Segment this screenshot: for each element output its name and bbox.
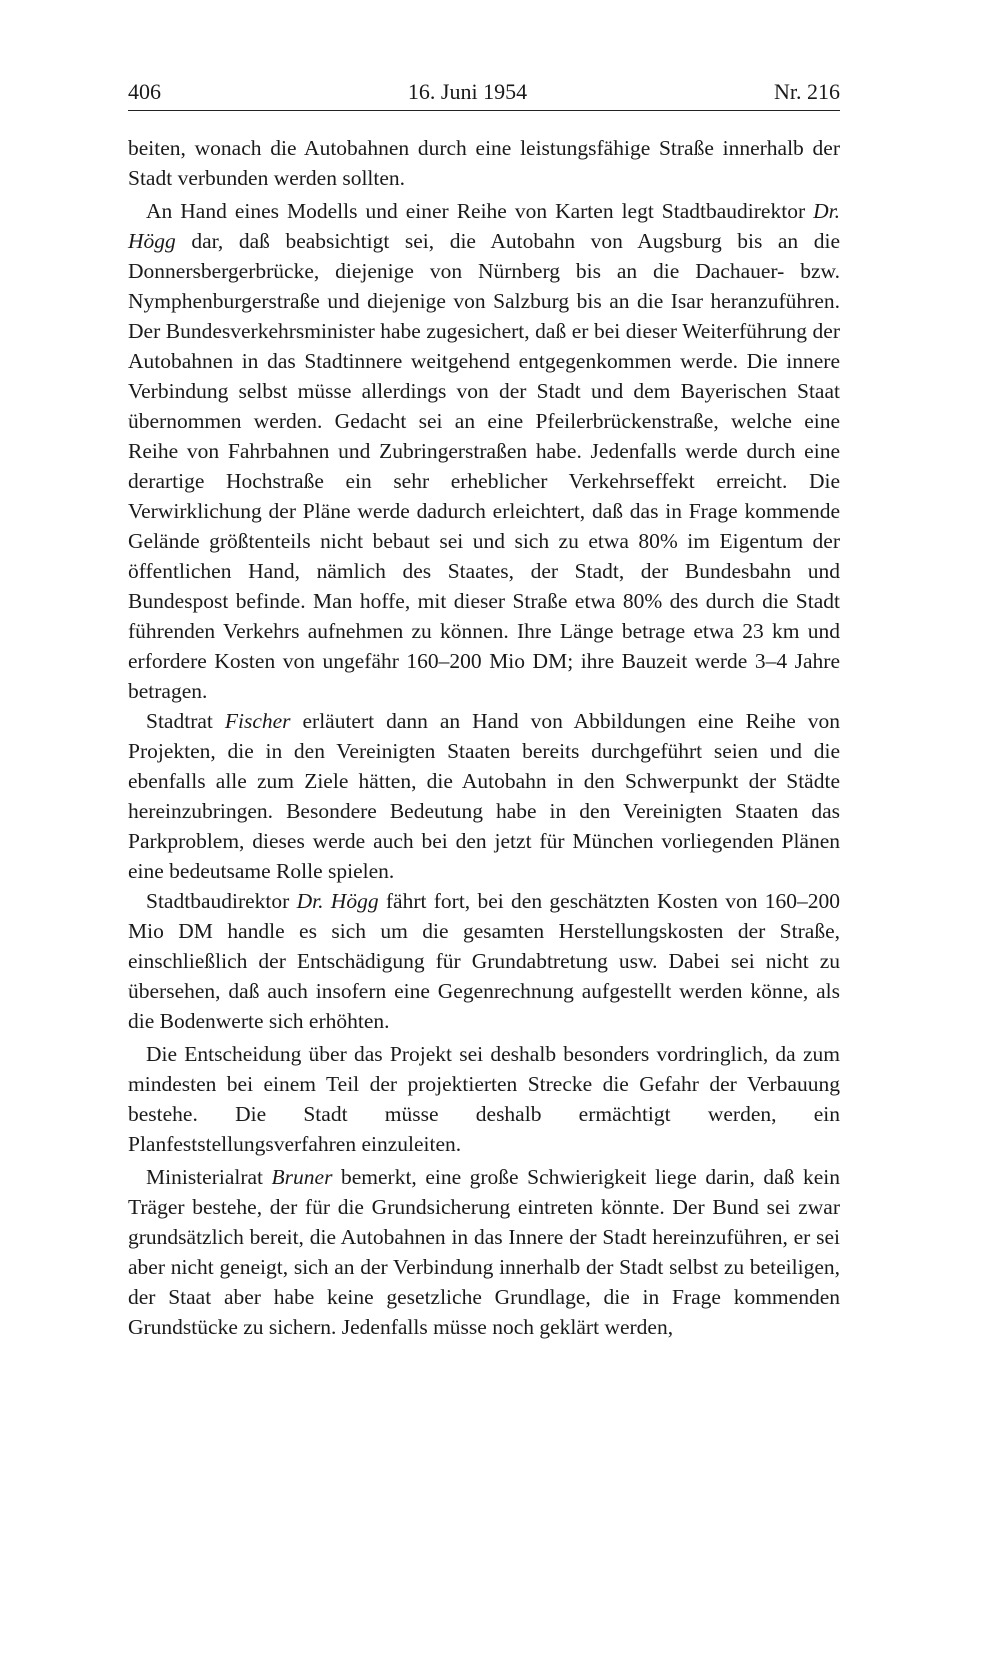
header-date: 16. Juni 1954 xyxy=(407,79,528,104)
text-segment: Stadtrat xyxy=(146,709,225,733)
text-segment: An Hand eines Modells und einer Reihe von Karten legt Stadtbaudirektor xyxy=(146,199,814,223)
text-segment: Ministerialrat xyxy=(146,1165,272,1189)
text-segment: dar, daß beabsichtigt sei, die Autobahn von Augsburg bis an die Donnersbergerbrücke, diejenige von Nürnberg bis an die Dachauer- bzw. Nymphenburgerstraße und diejenige von Salzburg bis an die Isar heranzuführen. Der Bundesverkehrsminister habe zugesichert, daß er bei dieser Weiterführung der Autobahnen in das Stadtinnere weitgehend entgegenkommen werde. Die innere Verbindung selbst müsse allerdings von der Stadt und dem Bayerischen Staat übernommen werden. Gedacht sei an eine Pfeilerbrückenstraße, welche eine Reihe von Fahrbahnen und Zubringerstraßen habe. Jedenfalls werde durch eine derartige Hochstraße ein sehr erheblicher Verkehrseffekt erreicht. Die Verwirklichung der Pläne werde dadurch erleichtert, daß das in Frage kommende Gelände größtenteils nicht bebaut sei und sich zu etwa 80% im Eigentum der öffentlichen Hand, nämlich des Staates, der Stadt, der Bundesbahn und Bundespost befinde. Man hoffe, mit dieser Straße etwa 80% des durch die Stadt führenden Verkehrs aufnehmen zu können. Ihre Länge betrage etwa 23 km und erfordere Kosten von ungefähr 160–200 Mio DM; ihre Bauzeit werde 3–4 Jahre betragen. xyxy=(128,229,840,703)
speaker-name: Dr. Högg xyxy=(128,199,840,253)
running-header xyxy=(128,78,840,111)
text-segment: Die Entscheidung über das Projekt sei deshalb besonders vordringlich, da zum mindesten bei einem Teil der projektierten Strecke die Gefahr der Verbauung bestehe. Die Stadt müsse deshalb ermächtigt werden, ein Planfeststellungsverfahren einzuleiten. xyxy=(128,1042,840,1156)
document-page xyxy=(128,78,840,1342)
paragraph-3 xyxy=(128,706,840,886)
text-segment: beiten, wonach die Autobahnen durch eine leistungsfähige Straße innerhalb der Stadt verbunden werden sollten. xyxy=(128,136,840,190)
speaker-name: Fischer xyxy=(224,709,291,733)
page-number: 406 xyxy=(128,79,161,104)
paragraph-2 xyxy=(128,196,840,706)
issue-number: Nr. 216 xyxy=(774,79,840,104)
text-segment: erläutert dann an Hand von Abbildungen eine Reihe von Projekten, die in den Vereinigten Staaten bereits durchgeführt seien und die ebenfalls alle zum Ziele hätten, die Autobahn in den Schwerpunkt der Städte hereinzubringen. Besondere Bedeutung habe in den Vereinigten Staaten das Parkproblem, dieses werde auch bei den jetzt für München vorliegenden Plänen eine bedeutsame Rolle spielen. xyxy=(128,709,841,883)
paragraph-1 xyxy=(128,133,840,193)
speaker-name: Dr. Högg xyxy=(296,889,379,913)
paragraph-4 xyxy=(128,886,840,1036)
speaker-name: Bruner xyxy=(271,1165,333,1189)
text-segment: fährt fort, bei den geschätzten Kosten von 160–200 Mio DM handle es sich um die gesamten Herstellungskosten der Straße, einschließlich der Entschädigung für Grundabtretung usw. Dabei sei nicht zu übersehen, daß auch insofern eine Gegenrechnung aufgestellt werden könne, als die Bodenwerte sich erhöhten. xyxy=(128,889,840,1033)
paragraph-6 xyxy=(128,1162,840,1342)
text-segment: Stadtbaudirektor xyxy=(146,889,297,913)
paragraph-5 xyxy=(128,1039,840,1159)
body-text xyxy=(128,133,840,1342)
text-segment: bemerkt, eine große Schwierigkeit liege darin, daß kein Träger bestehe, der für die Grundsicherung eintreten könnte. Der Bund sei zwar grundsätzlich bereit, die Autobahnen in das Innere der Stadt hereinzuführen, er sei aber nicht geneigt, sich an der Verbindung innerhalb der Stadt selbst zu beteiligen, der Staat aber habe keine gesetzliche Grundlage, die in Frage kommenden Grundstücke zu sichern. Jedenfalls müsse noch geklärt werden, xyxy=(128,1165,840,1339)
